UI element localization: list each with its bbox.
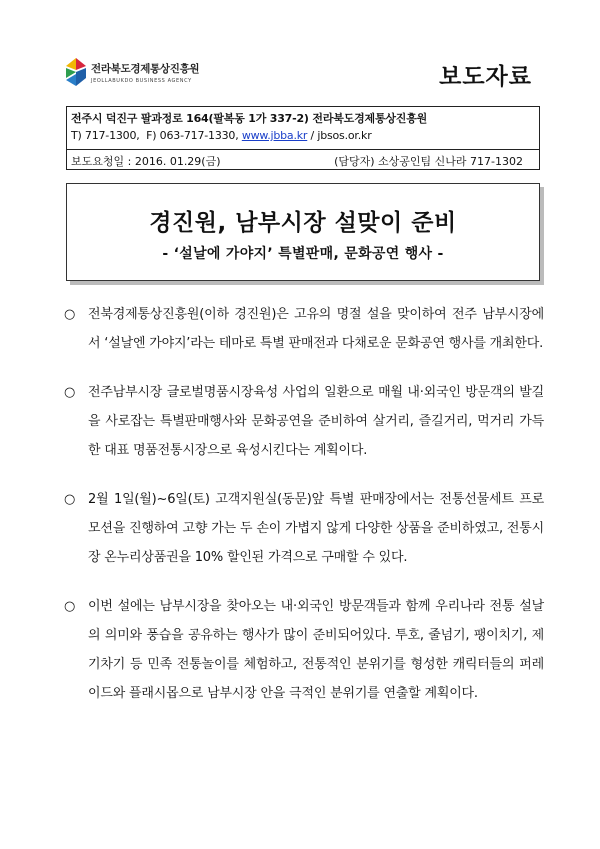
bullet-item bbox=[64, 378, 544, 465]
bullet-item bbox=[64, 485, 544, 572]
document-header bbox=[60, 50, 540, 100]
logo-english: JEOLLABUKDO BUSINESS AGENCY bbox=[91, 77, 192, 84]
info-divider bbox=[67, 149, 539, 150]
headline-title: 경진원, 남부시장 설맞이 준비 bbox=[149, 210, 457, 236]
press-release-title: 보도자료 bbox=[439, 64, 532, 90]
bullet-text: 전주남부시장 글로벌명품시장육성 사업의 일환으로 매월 내·외국인 방문객의 발길을 사로잡는 특별판매행사와 문화공연을 준비하여 살거리, 즐길거리, 먹거리 가득한 대표 명품전통시장으로 육성시킨다는 계획이다. bbox=[88, 385, 544, 458]
bullet-item bbox=[64, 300, 544, 358]
headline-box bbox=[66, 183, 540, 281]
contact-line bbox=[71, 129, 372, 142]
address-line: 전주시 덕진구 팔과정로 164(팔복동 1가 337-2) 전라북도경제통상진흥원 bbox=[71, 112, 428, 125]
contact-person: (담당자) 소상공인팀 신나라 717-1302 bbox=[334, 155, 523, 168]
release-date: 보도요청일 : 2016. 01.29(금) bbox=[71, 155, 221, 168]
logo-name: 전라북도경제통상진흥원 bbox=[91, 62, 200, 75]
bullet-text: 전북경제통상진흥원(이하 경진원)은 고유의 명절 설을 맞이하여 전주 남부시장에서 ‘설날엔 가야지’라는 테마로 특별 판매전과 다채로운 문화공연 행사를 개최한다. bbox=[88, 307, 544, 351]
bullet-marker: ○ bbox=[64, 599, 76, 614]
bullet-text: 2월 1일(월)~6일(토) 고객지원실(동문)앞 특별 판매장에서는 전통선물세트 프로모션을 진행하여 고향 가는 두 손이 가볍지 않게 다양한 상품을 준비하였고, 전통시장 온누리상품권을 10% 할인된 가격으로 구매할 수 있다. bbox=[88, 492, 544, 565]
bullet-marker: ○ bbox=[64, 385, 76, 400]
fax-number: F) 063-717-1330, bbox=[146, 129, 239, 142]
bullet-marker: ○ bbox=[64, 492, 76, 507]
website-secondary: jbsos.or.kr bbox=[317, 129, 372, 142]
website-separator: / bbox=[310, 129, 315, 142]
bullet-marker: ○ bbox=[64, 307, 76, 322]
headline-subtitle: - ‘설날에 가야지’ 특별판매, 문화공연 행사 - bbox=[162, 246, 444, 262]
body-bullets bbox=[64, 300, 544, 728]
info-box bbox=[66, 106, 540, 170]
bullet-text: 이번 설에는 남부시장을 찾아오는 내·외국인 방문객들과 함께 우리나라 전통 설날의 의미와 풍습을 공유하는 행사가 많이 준비되어있다. 투호, 줄넘기, 팽이치기, 제기차기 등 민족 전통놀이를 체험하고, 전통적인 분위기를 형성한 캐릭터들의 퍼레이드와 플래시몹으로 남부시장 안을 극적인 분위기를 연출할 계획이다. bbox=[88, 599, 544, 701]
agency-logo bbox=[65, 57, 199, 87]
tel-number: T) 717-1300, bbox=[71, 129, 140, 142]
jbba-logo-icon bbox=[65, 57, 87, 87]
bullet-item bbox=[64, 592, 544, 708]
website-link[interactable]: www.jbba.kr bbox=[241, 129, 308, 142]
